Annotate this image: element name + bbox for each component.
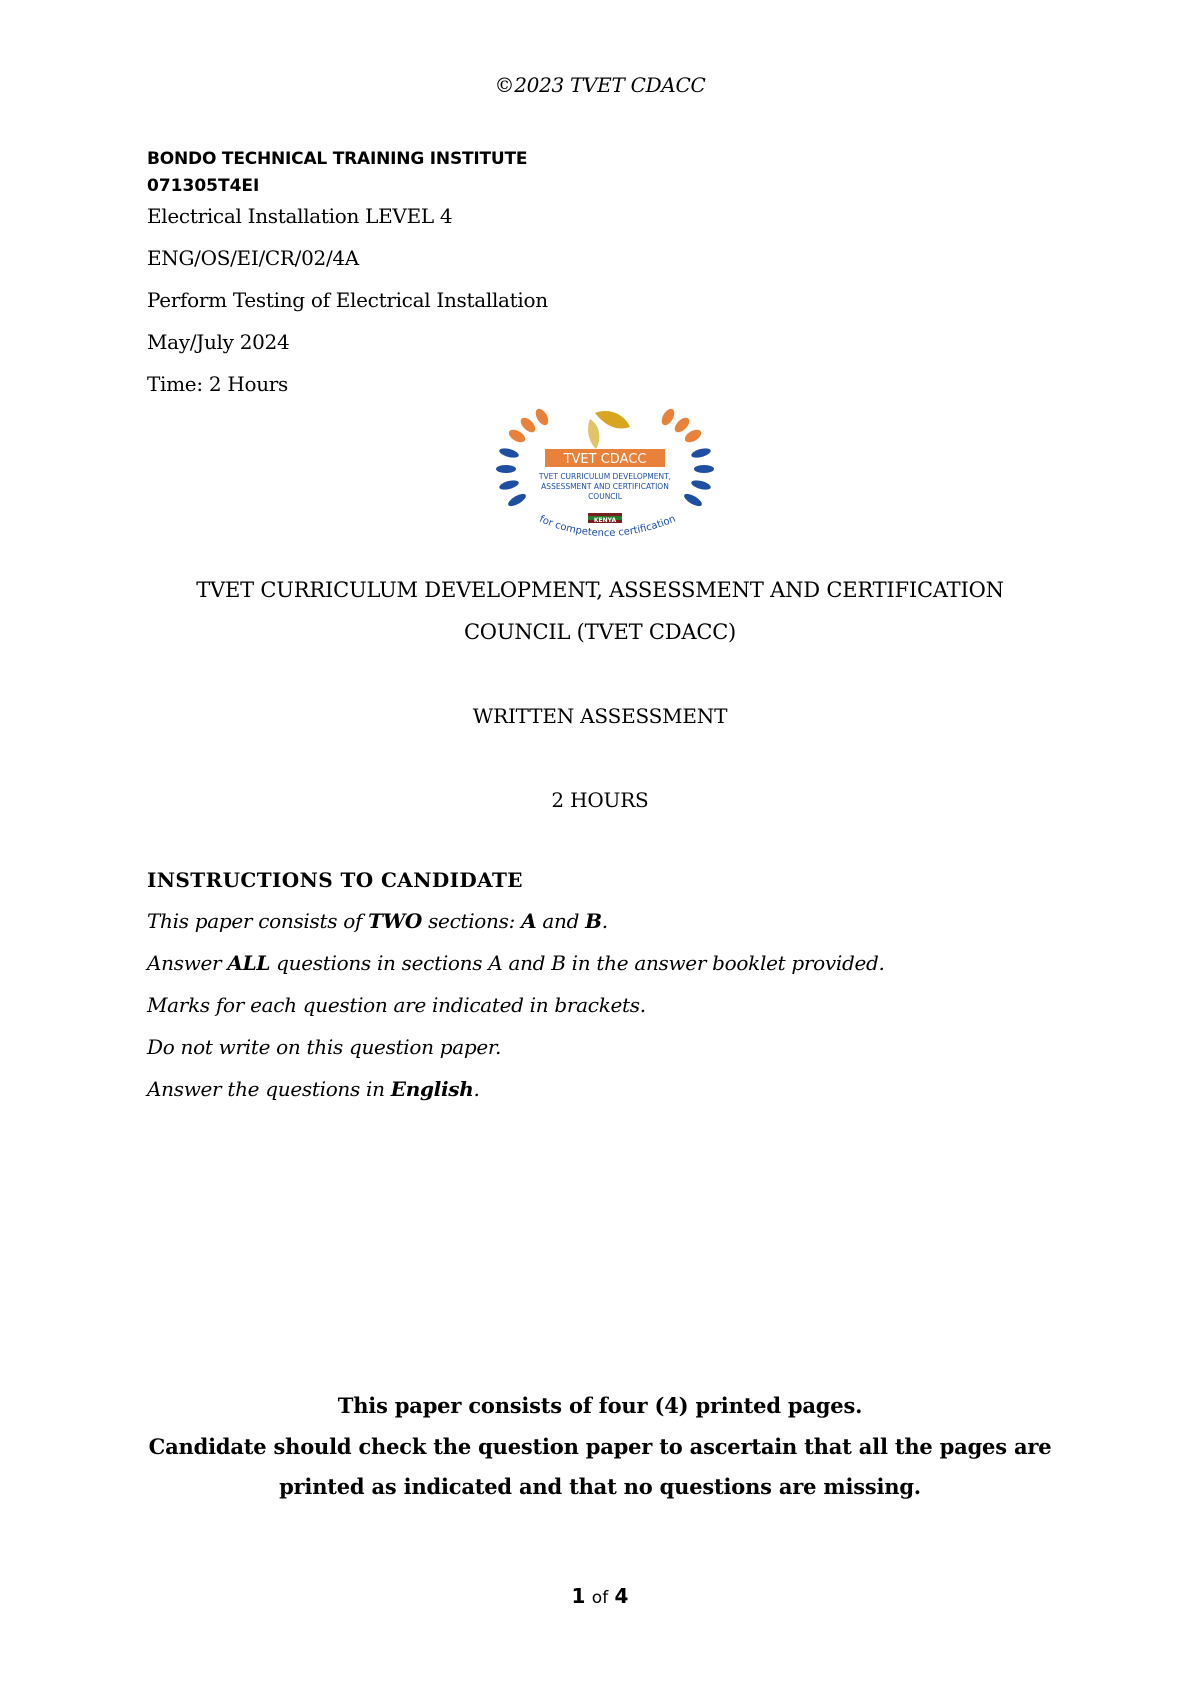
instruction-line-1 <box>147 909 608 933</box>
logo-motto: for competence certification <box>537 513 678 540</box>
council-name-line2: COUNCIL (TVET CDACC) <box>463 620 737 644</box>
instruction-line-2 <box>147 951 885 975</box>
instruction-text: Answer the questions in <box>147 1077 391 1101</box>
instruction-emphasis: B <box>585 909 602 933</box>
assessment-title: WRITTEN ASSESSMENT <box>472 704 728 728</box>
page-number <box>0 1584 1200 1608</box>
page-current: 1 <box>571 1584 586 1608</box>
exam-time: Time: 2 Hours <box>147 372 289 396</box>
instruction-text: Answer <box>147 951 228 975</box>
logo-graphic <box>490 405 720 555</box>
instruction-text: and <box>536 909 586 933</box>
footer-check-note-cont: printed as indicated and that no questions are missing. <box>279 1474 921 1499</box>
logo-text-line2: ASSESSMENT AND CERTIFICATION <box>541 482 669 491</box>
footer-check-note: Candidate should check the question paper to ascertain that all the pages are <box>148 1434 1052 1459</box>
page-of: of <box>591 1588 609 1608</box>
logo-flag-text: KENYA <box>593 517 617 524</box>
council-name-line1: TVET CURRICULUM DEVELOPMENT, ASSESSMENT AND CERTIFICATION <box>196 578 1004 602</box>
paper-code: 071305T4EI <box>147 176 260 196</box>
footer-pages-note: This paper consists of four (4) printed pages. <box>337 1393 863 1418</box>
unit-title: Perform Testing of Electrical Installation <box>147 288 548 312</box>
course-name: Electrical Installation LEVEL 4 <box>147 204 453 228</box>
instruction-line-5 <box>147 1077 480 1101</box>
instruction-emphasis: ALL <box>227 951 271 975</box>
instruction-emphasis: TWO <box>368 909 423 933</box>
instruction-text: questions in sections A and B in the answer booklet provided. <box>270 951 885 975</box>
institute-name: BONDO TECHNICAL TRAINING INSTITUTE <box>147 149 528 169</box>
instruction-line-3: Marks for each question are indicated in brackets. <box>147 993 646 1017</box>
tvet-cdacc-logo <box>490 405 720 555</box>
page-total: 4 <box>614 1584 629 1608</box>
header-copyright: ©2023 TVET CDACC <box>494 73 706 97</box>
instruction-emphasis: English <box>390 1077 474 1101</box>
instruction-line-4: Do not write on this question paper. <box>147 1035 502 1059</box>
instruction-text: sections: <box>422 909 522 933</box>
unit-code: ENG/OS/EI/CR/02/4A <box>147 246 359 270</box>
logo-text-line1: TVET CURRICULUM DEVELOPMENT, <box>538 472 672 481</box>
assessment-duration: 2 HOURS <box>551 788 649 812</box>
instruction-text: . <box>601 909 608 933</box>
instruction-text: . <box>473 1077 480 1101</box>
logo-text-line3: COUNCIL <box>588 492 622 501</box>
exam-session: May/July 2024 <box>147 330 290 354</box>
instruction-emphasis: A <box>521 909 537 933</box>
instructions-title: INSTRUCTIONS TO CANDIDATE <box>147 868 523 892</box>
instruction-text: This paper consists of <box>147 909 369 933</box>
logo-banner-text: TVET CDACC <box>563 452 647 467</box>
